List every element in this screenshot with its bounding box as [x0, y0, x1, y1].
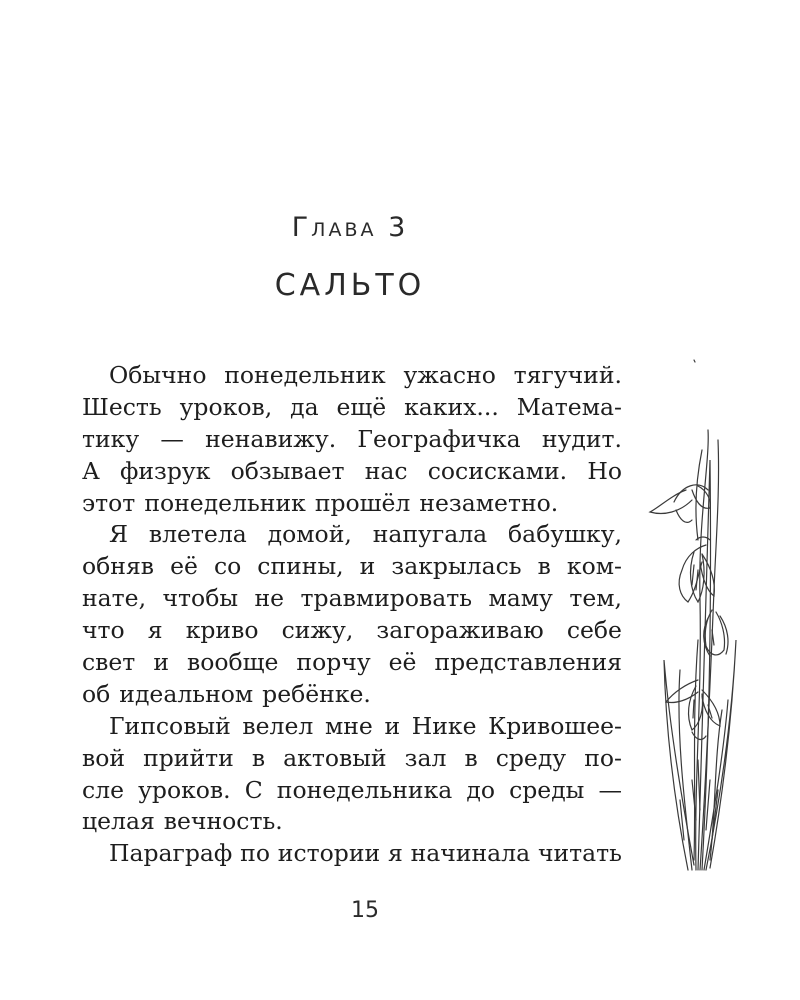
text-line: Параграф по истории я начинала читать	[109, 839, 622, 868]
text-line: свет и вообще порчу её представления	[82, 648, 622, 677]
body-text	[82, 360, 622, 870]
chapter-label: Глава 3	[291, 212, 409, 243]
text-line: что я криво сижу, загораживаю себе	[82, 616, 622, 645]
text-line: об идеальном ребёнке.	[82, 679, 371, 708]
text-line: Шесть уроков, да ещё каких... Матема-	[82, 392, 622, 421]
snowdrop-flower-icon	[636, 340, 766, 880]
text-line: А физрук обзывает нас сосисками. Но	[82, 456, 622, 485]
text-line: Обычно понедельник ужасно тягучий.	[109, 361, 622, 389]
text-line: сле уроков. С понедельника до среды —	[82, 775, 622, 804]
page-number: 15	[351, 898, 379, 923]
text-line: этот понедельник прошёл незаметно.	[82, 488, 559, 517]
chapter-title: САЛЬТО	[274, 268, 426, 303]
text-line: Я влетела домой, напугала бабушку,	[109, 520, 622, 549]
text-line: тику — ненавижу. Географичка нудит.	[82, 424, 622, 453]
text-line: нате, чтобы не травмировать маму тем,	[82, 584, 622, 613]
text-line: обняв её со спины, и закрылась в ком-	[82, 552, 622, 581]
text-line: вой прийти в актовый зал в среду по-	[82, 743, 622, 772]
text-line: целая вечность.	[82, 807, 283, 836]
text-line: Гипсовый велел мне и Нике Кривошее-	[109, 711, 622, 740]
